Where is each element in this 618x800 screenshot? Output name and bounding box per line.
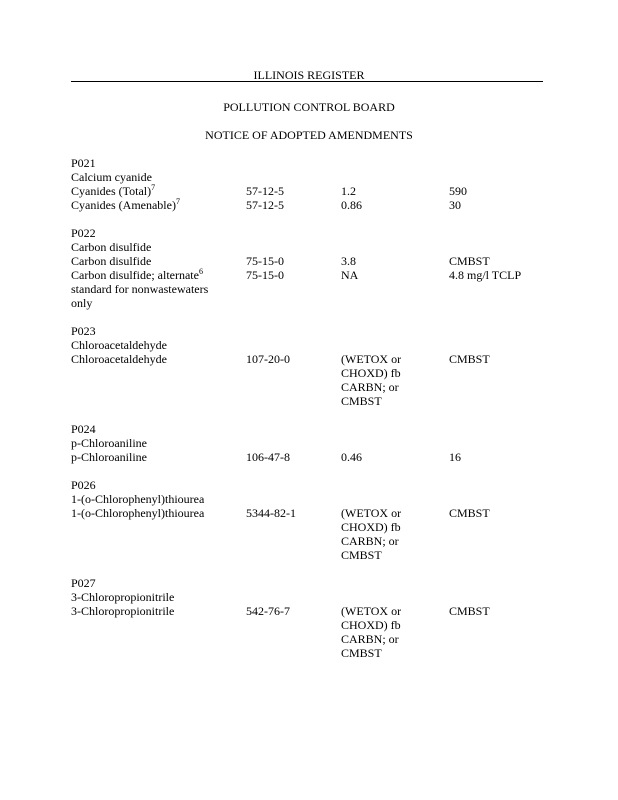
- waste-name: 1-(o-Chlorophenyl)thiourea: [71, 492, 205, 506]
- wastewater-standard: CMBST: [341, 646, 382, 660]
- nonwastewater-standard: 30: [449, 198, 461, 212]
- cas-number-cell: [246, 268, 341, 310]
- cas-number-cell: [246, 604, 341, 660]
- waste-group: [71, 156, 551, 212]
- notice-title: NOTICE OF ADOPTED AMENDMENTS: [205, 128, 413, 142]
- constituent-row: [71, 254, 551, 268]
- constituent-name: standard for nonwastewaters: [71, 282, 209, 296]
- nonwastewater-standard: CMBST: [449, 352, 490, 366]
- waste-code: P024: [71, 422, 96, 436]
- cas-number-cell: [246, 506, 341, 562]
- nonwastewater-standard-cell: [449, 254, 549, 268]
- constituent-name: Carbon disulfide; alternate$^6$: [71, 267, 203, 282]
- wastewater-standard-cell: [341, 604, 449, 660]
- wastewater-standard: 3.8: [341, 254, 356, 268]
- constituent-row: [71, 604, 551, 660]
- constituent-name: only: [71, 296, 93, 310]
- waste-code-table: [71, 156, 551, 674]
- cas-number: 542-76-7: [246, 604, 290, 618]
- cas-number-cell: [246, 352, 341, 408]
- wastewater-standard: CARBN; or: [341, 534, 399, 548]
- constituent-row: [71, 198, 551, 212]
- constituent-name-cell: [71, 268, 246, 310]
- cas-number: 106-47-8: [246, 450, 290, 464]
- board-title: POLLUTION CONTROL BOARD: [223, 100, 395, 114]
- constituent-name-cell: [71, 604, 246, 660]
- nonwastewater-standard-cell: [449, 506, 549, 562]
- wastewater-standard: CHOXD) fb: [341, 618, 401, 632]
- constituent-name-cell: [71, 184, 246, 198]
- constituent-row: [71, 506, 551, 562]
- nonwastewater-standard: 590: [449, 184, 467, 198]
- register-title: ILLINOIS REGISTER: [253, 68, 365, 82]
- nonwastewater-standard: CMBST: [449, 506, 490, 520]
- constituent-row: [71, 268, 551, 310]
- wastewater-standard-cell: [341, 352, 449, 408]
- cas-number: 5344-82-1: [246, 506, 296, 520]
- wastewater-standard: (WETOX or: [341, 506, 402, 520]
- nonwastewater-standard-cell: [449, 352, 549, 408]
- waste-name: Carbon disulfide: [71, 240, 152, 254]
- waste-code: P023: [71, 324, 96, 338]
- wastewater-standard-cell: [341, 184, 449, 198]
- constituent-name-cell: [71, 352, 246, 408]
- cas-number-cell: [246, 450, 341, 464]
- constituent-row: [71, 184, 551, 198]
- constituent-name: Cyanides (Total)$^7$: [71, 183, 156, 198]
- wastewater-standard: (WETOX or: [341, 604, 402, 618]
- nonwastewater-standard: CMBST: [449, 604, 490, 618]
- constituent-row: [71, 352, 551, 408]
- cas-number-cell: [246, 254, 341, 268]
- waste-group: [71, 324, 551, 408]
- wastewater-standard: CHOXD) fb: [341, 520, 401, 534]
- cas-number: 75-15-0: [246, 268, 284, 282]
- footnote-marker: 6: [198, 267, 203, 276]
- constituent-name: 3-Chloropropionitrile: [71, 604, 175, 618]
- constituent-name: Chloroacetaldehyde: [71, 352, 167, 366]
- wastewater-standard-cell: [341, 450, 449, 464]
- waste-group: [71, 478, 551, 562]
- wastewater-standard-cell: [341, 198, 449, 212]
- nonwastewater-standard-cell: [449, 604, 549, 660]
- constituent-name-cell: [71, 198, 246, 212]
- cas-number: 57-12-5: [246, 198, 284, 212]
- nonwastewater-standard: CMBST: [449, 254, 490, 268]
- wastewater-standard: CARBN; or: [341, 380, 399, 394]
- waste-name: Calcium cyanide: [71, 170, 152, 184]
- waste-group: [71, 226, 551, 310]
- waste-group: [71, 576, 551, 660]
- waste-name: p-Chloroaniline: [71, 436, 147, 450]
- wastewater-standard: 0.86: [341, 198, 362, 212]
- footnote-marker: 7: [175, 197, 180, 206]
- wastewater-standard: NA: [341, 268, 359, 282]
- constituent-row: [71, 450, 551, 464]
- constituent-name: 1-(o-Chlorophenyl)thiourea: [71, 506, 205, 520]
- constituent-name-cell: [71, 254, 246, 268]
- nonwastewater-standard-cell: [449, 450, 549, 464]
- cas-number-cell: [246, 198, 341, 212]
- wastewater-standard: CMBST: [341, 548, 382, 562]
- cas-number: 57-12-5: [246, 184, 284, 198]
- footnote-marker: 7: [151, 183, 156, 192]
- wastewater-standard: 0.46: [341, 450, 362, 464]
- constituent-name: Carbon disulfide: [71, 254, 152, 268]
- waste-group: [71, 422, 551, 464]
- waste-name: Chloroacetaldehyde: [71, 338, 167, 352]
- constituent-name: p-Chloroaniline: [71, 450, 147, 464]
- waste-name: 3-Chloropropionitrile: [71, 590, 175, 604]
- wastewater-standard: CHOXD) fb: [341, 366, 401, 380]
- waste-code: P026: [71, 478, 96, 492]
- waste-code: P027: [71, 576, 96, 590]
- nonwastewater-standard: 4.8 mg/l TCLP: [449, 268, 522, 282]
- wastewater-standard: (WETOX or: [341, 352, 402, 366]
- cas-number-cell: [246, 184, 341, 198]
- waste-code: P022: [71, 226, 96, 240]
- waste-code: P021: [71, 156, 96, 170]
- wastewater-standard: 1.2: [341, 184, 356, 198]
- header-rule: [71, 81, 543, 82]
- nonwastewater-standard-cell: [449, 268, 549, 310]
- nonwastewater-standard-cell: [449, 184, 549, 198]
- constituent-name-cell: [71, 506, 246, 562]
- cas-number: 75-15-0: [246, 254, 284, 268]
- wastewater-standard-cell: [341, 506, 449, 562]
- cas-number: 107-20-0: [246, 352, 290, 366]
- constituent-name: Cyanides (Amenable)$^7$: [71, 197, 180, 212]
- wastewater-standard: CARBN; or: [341, 632, 399, 646]
- wastewater-standard-cell: [341, 268, 449, 310]
- wastewater-standard-cell: [341, 254, 449, 268]
- nonwastewater-standard: 16: [449, 450, 461, 464]
- constituent-name-cell: [71, 450, 246, 464]
- wastewater-standard: CMBST: [341, 394, 382, 408]
- nonwastewater-standard-cell: [449, 198, 549, 212]
